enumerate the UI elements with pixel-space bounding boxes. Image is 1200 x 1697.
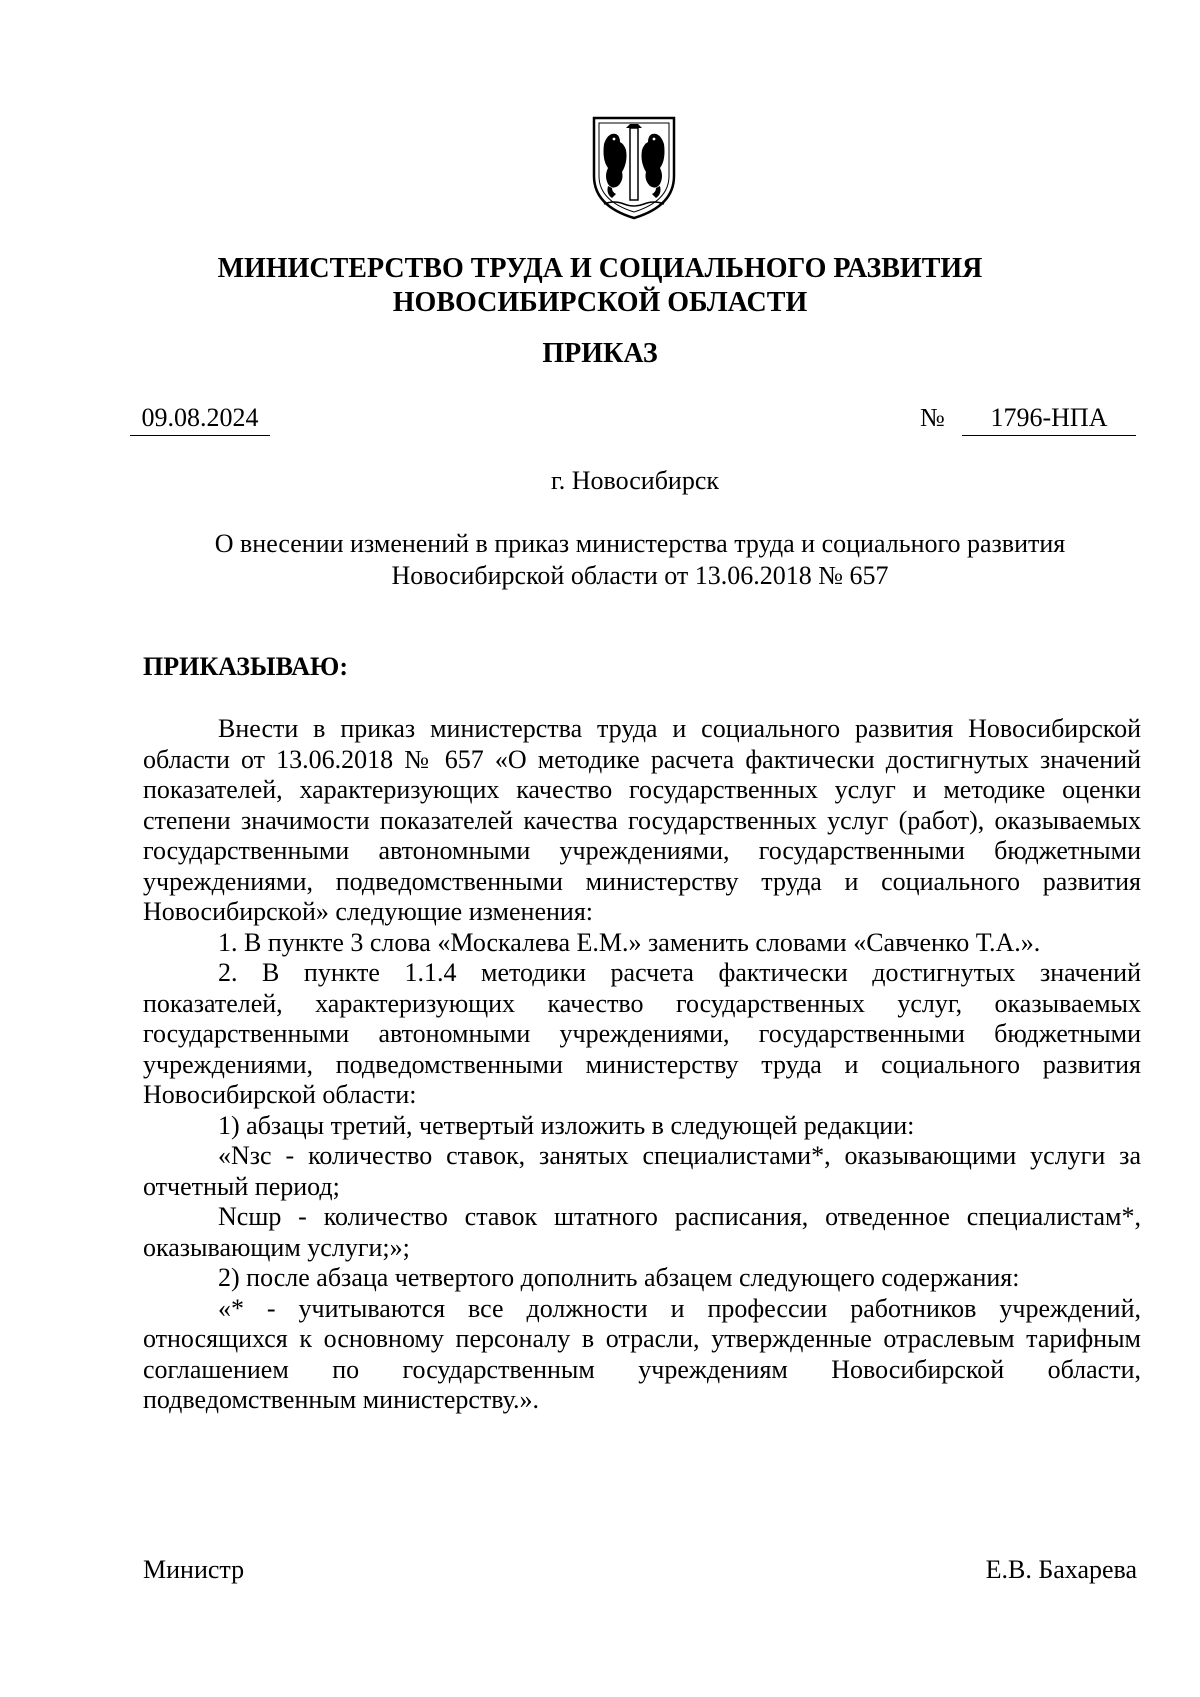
body-paragraph: Nсшр - количество ставок штатного расписания, отведенное специалистам*, оказывающим услуги;»; xyxy=(143,1202,1141,1262)
order-subject-line1: О внесении изменений в приказ министерства труда и социального развития xyxy=(214,529,1066,558)
order-date: 09.08.2024 xyxy=(130,403,270,436)
order-subject xyxy=(160,528,1120,592)
order-body xyxy=(143,714,1141,1416)
city-line: г. Новосибирск xyxy=(550,466,720,495)
body-paragraph: «Nзс - количество ставок, занятых специалистами*, оказывающими услуги за отчетный период; xyxy=(143,1141,1141,1201)
body-paragraph: 1. В пункте 3 слова «Москалева Е.М.» заменить словами «Савченко Т.А.». xyxy=(218,927,1041,957)
body-paragraph: 1) абзацы третий, четвертый изложить в следующей редакции: xyxy=(218,1110,915,1140)
command-heading: ПРИКАЗЫВАЮ: xyxy=(143,652,348,681)
number-sign: № xyxy=(920,403,945,432)
body-paragraph: 2) после абзаца четвертого дополнить абзацем следующего содержания: xyxy=(218,1263,1020,1292)
body-paragraph: Внести в приказ министерства труда и социального развития Новосибирской области от 13.06.2018 № 657 «О методике расчета фактически достигнутых значений показателей, характеризующих качество государственных услуг и методике оценки степени значимости показателей качества государственных услуг (работ), оказываемых государственными автономными учреждениями, государственными бюджетными учреждениями, подведомственными министерству труда и социального развития Новосибирской» следующие изменения: xyxy=(143,714,1141,926)
order-subject-line2: Новосибирской области от 13.06.2018 № 657 xyxy=(391,561,889,590)
ministry-heading-line2: НОВОСИБИРСКОЙ ОБЛАСТИ xyxy=(392,287,808,318)
order-number: 1796-НПА xyxy=(962,403,1136,436)
body-paragraph: «* - учитываются все должности и профессии работников учреждений, относящихся к основному персоналу в отрасли, утвержденные отраслевым тарифным соглашением по государственным учреждениям Новосибирской области, подведомственным министерству.». xyxy=(143,1293,1141,1414)
body-paragraph: 2. В пункте 1.1.4 методики расчета фактически достигнутых значений показателей, характеризующих качество государственных услуг, оказываемых государственными автономными учреждениями, государственными бюджетными учреждениями, подведомственными министерству труда и социального развития Новосибирской области: xyxy=(143,958,1141,1109)
signer-title: Министр xyxy=(143,1555,245,1584)
signer-name: Е.В. Бахарева xyxy=(985,1555,1137,1584)
ministry-heading xyxy=(0,252,1200,320)
ministry-heading-line1: МИНИСТЕРСТВО ТРУДА И СОЦИАЛЬНОГО РАЗВИТИЯ xyxy=(217,253,983,284)
doc-type-heading: ПРИКАЗ xyxy=(542,338,658,369)
novosibirsk-coat-of-arms-icon xyxy=(590,114,678,220)
